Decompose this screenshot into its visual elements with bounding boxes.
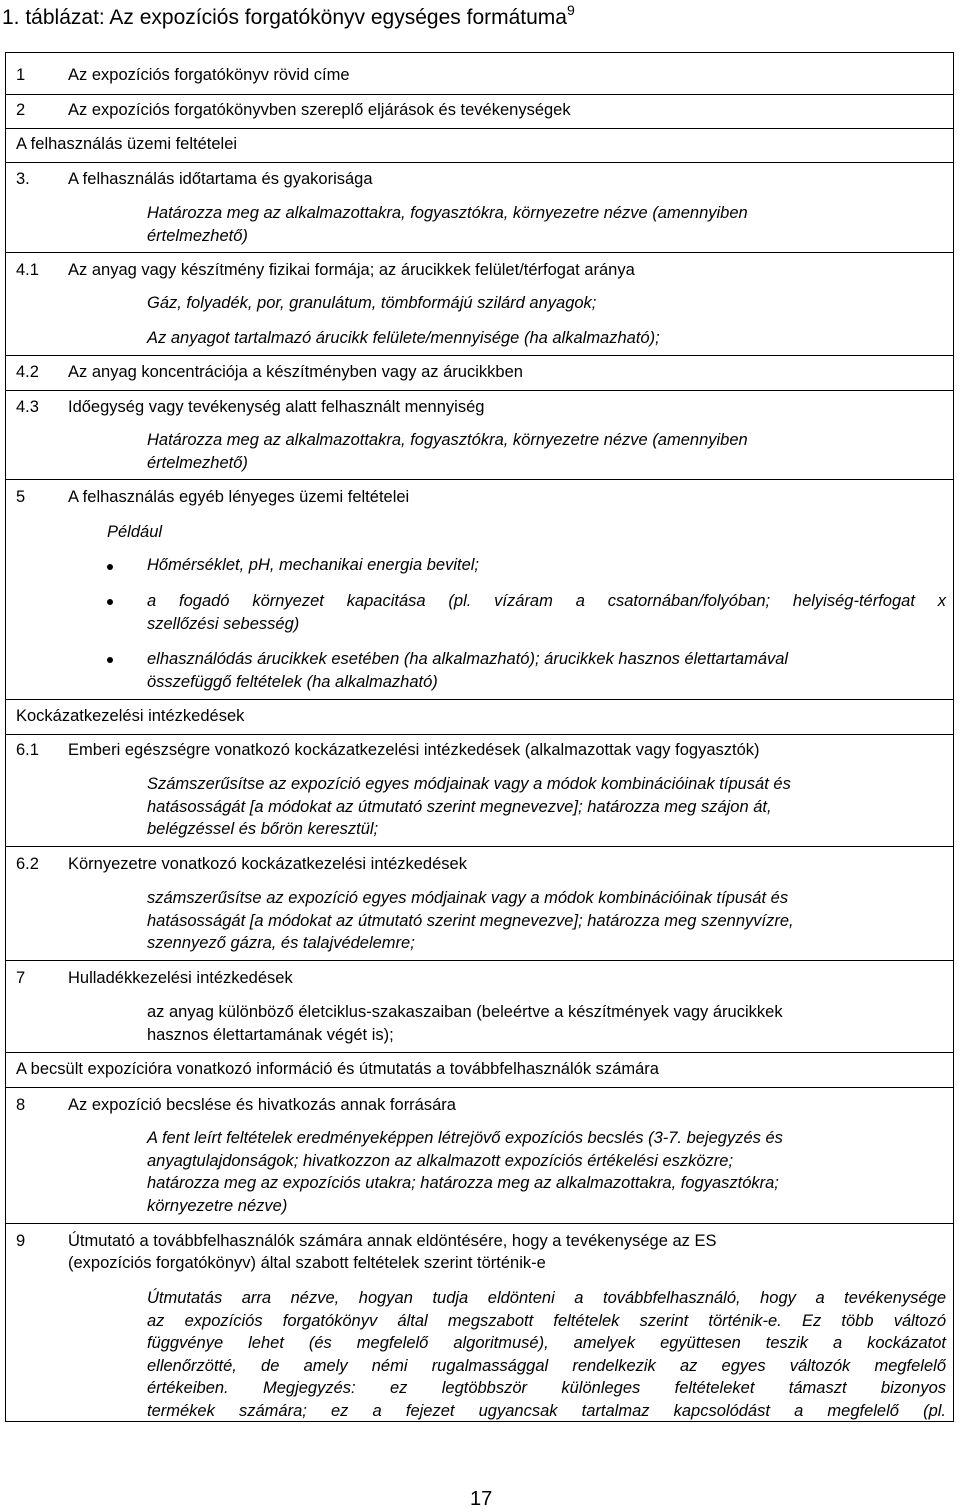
footnote-marker: 9 [566,2,575,18]
row-divider [6,479,953,480]
note-line: hasznos élettartamának végét is); [147,1025,394,1044]
note-line: szellőzési sebesség) [147,614,300,633]
row-number: 9 [16,1232,26,1250]
note-line: belégzéssel és bőrön keresztül; [147,820,379,838]
note-line: Számszerűsítse az expozíció egyes módjainak vagy a módok kombinációinak típusát és [147,775,791,793]
row-number: 8 [16,1096,26,1114]
row-number: 4.2 [16,363,39,381]
row-divider [6,355,953,356]
row-note [147,1287,946,1422]
row-divider [6,252,953,253]
note-line: Útmutatás arra nézve, hogyan tudja eldönteni a továbbfelhasználó, hogy a tevékenysége [147,1289,946,1307]
row-note [147,887,794,955]
note-line: az expozíciós forgatókönyv által megszabott feltételek szerint történik-e. Ez több változó [147,1311,946,1330]
row-divider [6,1087,953,1088]
note-line: összefüggő feltételek (ha alkalmazható) [147,672,438,691]
table-title-text: 1. táblázat: Az expozíciós forgatókönyv egységes formátuma [2,6,567,29]
note-line: a fogadó környezet kapacitása (pl. vízáram a csatornában/folyóban; helyiség-térfogat x [147,592,946,610]
bullet-item [147,554,479,577]
row-note [147,1001,783,1046]
row-note [147,202,748,247]
row-label: Az expozíció becslése és hivatkozás annak forrására [68,1096,456,1114]
note-line: határozza meg az expozíciós utakra; határozza meg az alkalmazottakra, fogyasztókra; [147,1174,779,1192]
row-divider [6,846,953,847]
note-line: Például [107,523,163,541]
row-divider [6,699,953,700]
bullet-item [147,648,788,693]
row-divider [6,162,953,163]
note-line: környezetre nézve) [147,1196,288,1215]
note-line: Az anyagot tartalmazó árucikk felülete/mennyisége (ha alkalmazható); [147,329,660,347]
note-line: ellenőrzötté, de amely némi rugalmassággal rendelkezik az egyes változók megfelelő [147,1356,946,1375]
row-divider [6,734,953,735]
row-label: Az expozíciós forgatókönyvben szereplő eljárások és tevékenységek [68,101,571,119]
row-label: Az anyag koncentrációja a készítményben vagy az árucikkben [68,363,523,381]
row-label: Emberi egészségre vonatkozó kockázatkezelési intézkedések (alkalmazottak vagy fogyasztók) [68,741,760,759]
row-note [147,292,596,315]
bullet-item [147,590,946,635]
note-line: értelmezhető) [147,453,248,472]
note-line: Gáz, folyadék, por, granulátum, tömbformájú szilárd anyagok; [147,294,597,312]
row-divider [6,128,953,129]
row-divider [6,94,953,95]
note-line: elhasználódás árucikkek esetében (ha alkalmazható); árucikkek hasznos élettartamával [147,650,789,668]
row-label: Az expozíciós forgatókönyv rövid címe [68,66,350,84]
note-line: értelmezhető) [147,226,248,245]
row-number: 3. [16,170,30,188]
note-line: A fent leírt feltételek eredményeképpen létrejövő expozíciós becslés (3-7. bejegyzés és [147,1129,783,1147]
row-note [147,429,748,474]
row-label: A felhasználás egyéb lényeges üzemi feltételei [68,488,410,506]
section-heading-text: A becsült expozícióra vonatkozó információ és útmutatás a továbbfelhasználók számára [16,1060,659,1078]
bullet-icon [107,599,113,605]
row-divider [6,1052,953,1053]
row-label-line: (expozíciós forgatókönyv) által szabott feltételek szerint történik-e [68,1254,546,1272]
row-number: 6.2 [16,855,39,873]
row-label: Az anyag vagy készítmény fizikai formája; az árucikkek felület/térfogat aránya [68,261,635,279]
row-label [68,1230,716,1274]
bullet-icon [107,657,113,663]
note-line: Határozza meg az alkalmazottakra, fogyasztókra, környezetre nézve (amennyiben [147,204,748,222]
note-line: értékeiben. Megjegyzés: ez legtöbbször különleges feltételeket támaszt bizonyos [147,1379,946,1397]
row-divider [6,1223,953,1224]
row-number: 1 [16,66,26,84]
row-label: A felhasználás időtartama és gyakorisága [68,170,373,188]
example-label [107,521,162,544]
section-heading-text: Kockázatkezelési intézkedések [16,707,245,725]
row-label: Időegység vagy tevékenység alatt felhasznált mennyiség [68,398,485,416]
table-title [2,2,575,30]
row-label: Hulladékkezelési intézkedések [68,969,293,987]
row-number: 5 [16,488,26,506]
note-line: számszerűsítse az expozíció egyes módjainak vagy a módok kombinációinak típusát és [147,889,789,907]
note-line: termékek számára; ez a fejezet ugyancsak tartalmaz kapcsolódást a megfelelő (pl. [147,1401,946,1420]
row-note [147,327,660,350]
row-number: 7 [16,969,26,987]
note-line: az anyag különböző életciklus-szakaszaiban (beleértve a készítmények vagy árucikkek [147,1003,783,1021]
row-divider [6,960,953,961]
row-note [147,773,791,841]
row-number: 4.3 [16,398,39,416]
note-line: Határozza meg az alkalmazottakra, fogyasztókra, környezetre nézve (amennyiben [147,431,748,449]
row-label: Környezetre vonatkozó kockázatkezelési intézkedések [68,855,467,873]
row-note [147,1127,783,1217]
section-heading-text: A felhasználás üzemi feltételei [16,135,238,153]
note-line: Hőmérséklet, pH, mechanikai energia bevitel; [147,556,479,574]
note-line: hatásosságát [a módokat az útmutató szerint megnevezve]; határozza meg szájon át, [147,797,772,816]
note-line: hatásosságát [a módokat az útmutató szerint megnevezve]; határozza meg szennyvízre, [147,911,794,930]
row-number: 4.1 [16,261,39,279]
page-number: 17 [470,1488,493,1510]
row-number: 2 [16,101,26,119]
row-number: 6.1 [16,741,39,759]
bullet-icon [107,564,113,570]
note-line: anyagtulajdonságok; hivatkozzon az alkalmazott expozíciós értékelési eszközre; [147,1151,734,1170]
row-divider [6,390,953,391]
note-line: szennyező gázra, és talajvédelemre; [147,934,415,952]
row-label-line: Útmutató a továbbfelhasználók számára annak eldöntésére, hogy a tevékenysége az ES [68,1232,717,1250]
note-line: függvénye lehet (és megfelelő algoritmusé), amelyek együttesen teszik a kockázatot [147,1334,946,1352]
